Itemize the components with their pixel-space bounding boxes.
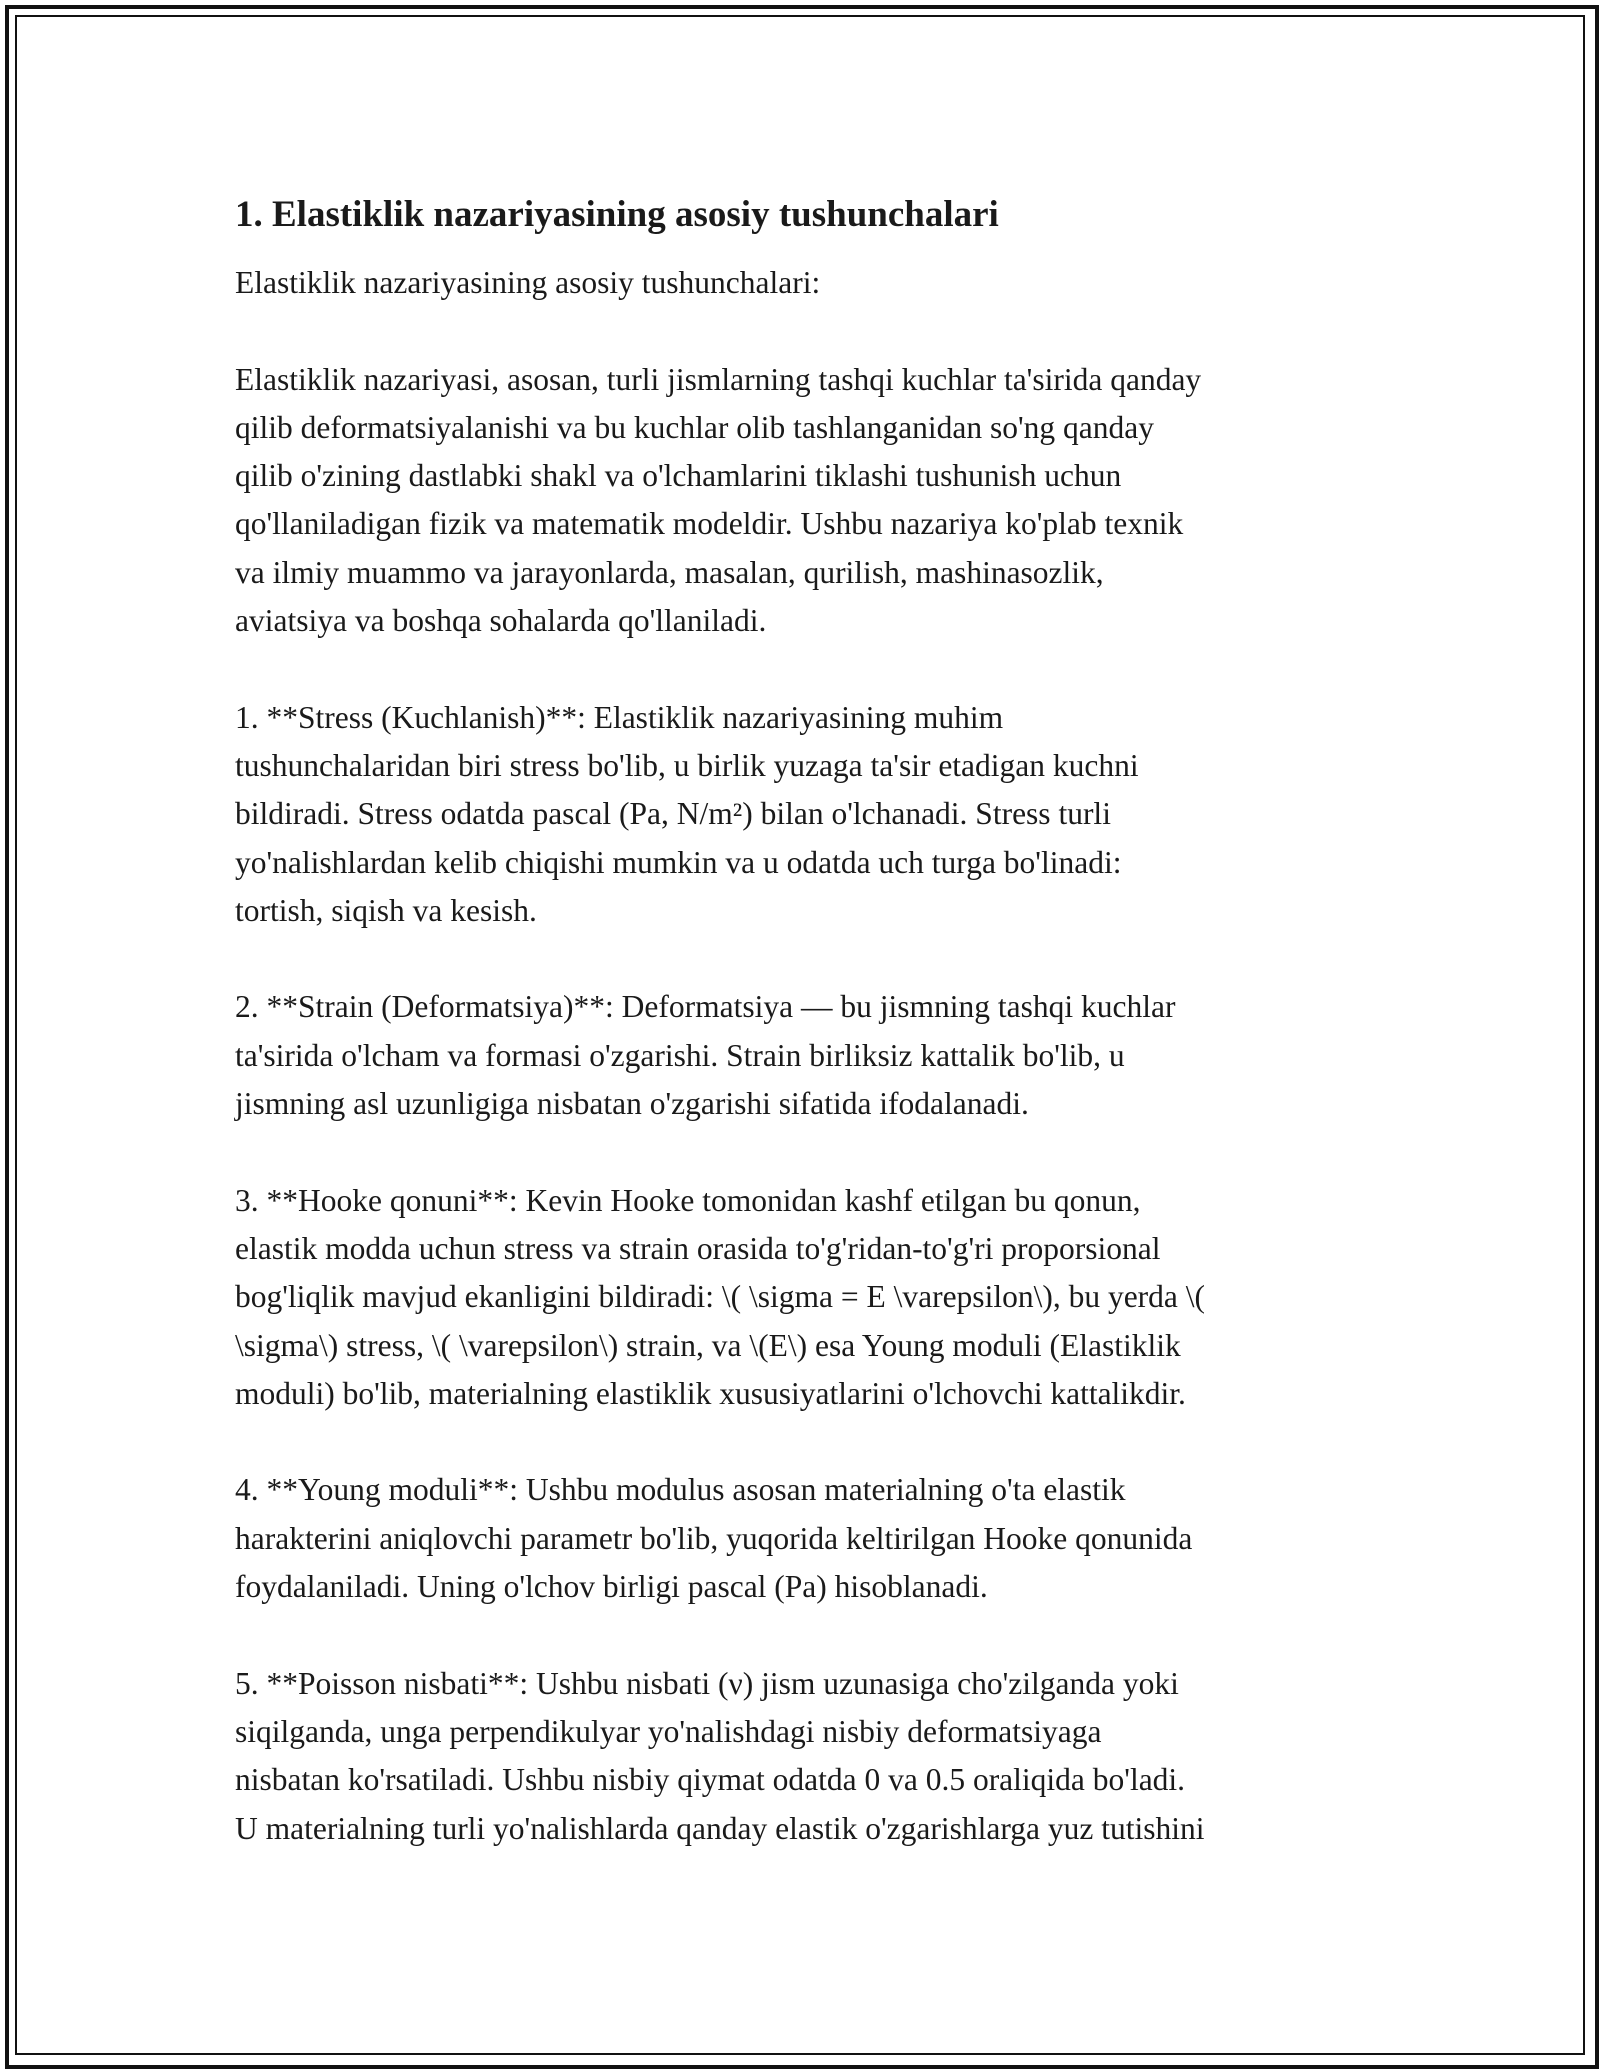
text-line: va ilmiy muammo va jarayonlarda, masalan, qurilish, mashinasozlik, [235,554,1104,590]
text-line: qo'llaniladigan fizik va matematik modeldir. Ushbu nazariya ko'plab texnik [235,506,1184,542]
text-line: nisbatan ko'rsatiladi. Ushbu nisbiy qiymat odatda 0 va 0.5 oraliqida bo'ladi. [235,1762,1186,1798]
text-line: 2. **Strain (Deformatsiya)**: Deformatsiya — bu jismning tashqi kuchlar [235,989,1176,1025]
text-line: aviatsiya va boshqa sohalarda qo'llaniladi. [235,603,767,639]
text-line: 1. **Stress (Kuchlanish)**: Elastiklik nazariyasining muhim [235,699,1004,735]
text-line: qilib deformatsiyalanishi va bu kuchlar olib tashlanganidan so'ng qanday [235,409,1154,445]
paragraph-poisson-ratio [235,1660,1375,1853]
text-line: jismning asl uzunligiga nisbatan o'zgarishi sifatida ifodalanadi. [235,1086,1029,1122]
paragraph-hooke-law [235,1177,1375,1418]
text-line: \sigma\) stress, \( \varepsilon\) strain, va \(E\) esa Young moduli (Elastiklik [235,1327,1181,1363]
document-body [235,180,1375,1901]
paragraph-young-modulus [235,1466,1375,1611]
text-line: foydalaniladi. Uning o'lchov birligi pascal (Pa) hisoblanadi. [235,1569,988,1605]
paragraph-strain [235,983,1375,1128]
text-line: moduli) bo'lib, materialning elastiklik xususiyatlarini o'lchovchi kattalikdir. [235,1375,1186,1411]
text-line: U materialning turli yo'nalishlarda qanday elastik o'zgarishlarga yuz tutishini [235,1810,1205,1846]
text-line: yo'nalishlardan kelib chiqishi mumkin va u odatda uch turga bo'linadi: [235,844,1122,880]
text-line: bildiradi. Stress odatda pascal (Pa, N/m²) bilan o'lchanadi. Stress turli [235,796,1111,832]
text-line: Elastiklik nazariyasining asosiy tushunchalari: [235,265,821,300]
text-line: ta'sirida o'lcham va formasi o'zgarishi. Strain birliksiz kattalik bo'lib, u [235,1037,1125,1073]
text-line: 3. **Hooke qonuni**: Kevin Hooke tomonidan kashf etilgan bu qonun, [235,1182,1141,1218]
text-line: elastik modda uchun stress va strain orasida to'g'ridan-to'g'ri proporsional [235,1230,1161,1266]
text-line: 4. **Young moduli**: Ushbu modulus asosan materialning o'ta elastik [235,1472,1126,1508]
paragraph-stress [235,694,1375,935]
text-line: siqilganda, unga perpendikulyar yo'nalishdagi nisbiy deformatsiyaga [235,1713,1102,1749]
section-heading: 1. Elastiklik nazariyasining asosiy tushunchalari [235,194,999,235]
text-line: 5. **Poisson nisbati**: Ushbu nisbati (ν) jism uzunasiga cho'zilganda yoki [235,1665,1179,1701]
text-line: harakterini aniqlovchi parametr bo'lib, yuqorida keltirilgan Hooke qonunida [235,1520,1193,1556]
text-line: bog'liqlik mavjud ekanligini bildiradi: \( \sigma = E \varepsilon\), bu yerda \( [235,1279,1206,1315]
text-line: tushunchalaridan biri stress bo'lib, u birlik yuzaga ta'sir etadigan kuchni [235,747,1139,783]
text-line: Elastiklik nazariyasi, asosan, turli jismlarning tashqi kuchlar ta'sirida qanday [235,361,1202,397]
paragraph-definition [235,356,1375,646]
text-line: qilib o'zining dastlabki shakl va o'lchamlarini tiklashi tushunish uchun [235,458,1122,494]
paragraph-intro [235,259,1375,307]
text-line: tortish, siqish va kesish. [235,892,537,928]
